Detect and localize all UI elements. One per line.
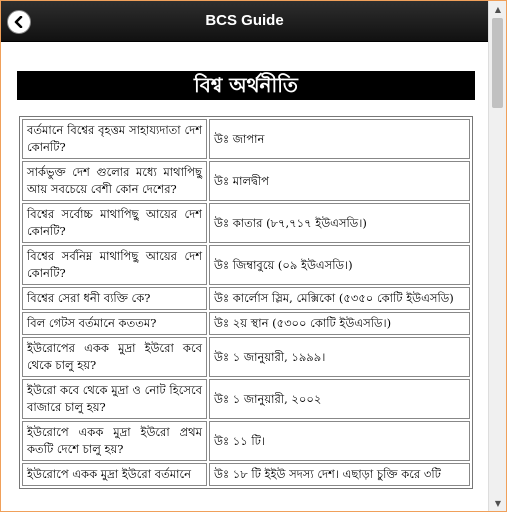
table-row: [22, 312, 470, 335]
answer-cell: উঃ ২য় স্থান (৫৩০০ কোটি ইউএসডি।): [209, 312, 470, 335]
answer-cell: উঃ ১ জানুয়ারী, ১৯৯৯।: [209, 337, 470, 377]
table-row: [22, 203, 470, 243]
answer-cell: উঃ ১৮ টি ইইউ সদস্য দেশ। এছাড়া চুক্তি করে ৩টি: [209, 463, 470, 486]
question-cell: ইউরোপের একক মুদ্রা ইউরো কবে থেকে চালু হয়?: [22, 337, 207, 377]
table-row: [22, 379, 470, 419]
title-bar: [1, 1, 488, 42]
scroll-down-arrow-icon[interactable]: ▼: [494, 498, 502, 508]
answer-cell: উঃ কার্লোস স্লিম, মেক্সিকো (৫৩৫০ কোটি ইউএসডি): [209, 287, 470, 310]
question-cell: বিল গেটস বর্তমানে কততম?: [22, 312, 207, 335]
question-cell: ইউরোপে একক মুদ্রা ইউরো প্রথম কতটি দেশে চালু হয়?: [22, 421, 207, 461]
question-cell: ইউরো কবে থেকে মুদ্রা ও নোট হিসেবে বাজারে চালু হয়?: [22, 379, 207, 419]
answer-cell: উঃ জিম্বাবুয়ে (০৯ ইউএসডি।): [209, 245, 470, 285]
answer-cell: উঃ ১ জানুয়ারী, ২০০২: [209, 379, 470, 419]
table-row: [22, 337, 470, 377]
answer-cell: উঃ জাপান: [209, 119, 470, 159]
content-area[interactable]: [1, 42, 488, 511]
answer-cell: উঃ মালদ্বীপ: [209, 161, 470, 201]
question-cell: বর্তমানে বিশ্বের বৃহত্তম সাহায্যদাতা দেশ কোনটি?: [22, 119, 207, 159]
answer-cell: উঃ কাতার (৮৭,৭১৭ ইউএসডি।): [209, 203, 470, 243]
question-cell: বিশ্বের সর্বোচ্চ মাথাপিছু আয়ের দেশ কোনটি?: [22, 203, 207, 243]
answer-cell: উঃ ১১ টি।: [209, 421, 470, 461]
table-row: [22, 421, 470, 461]
table-row: [22, 161, 470, 201]
table-row: [22, 245, 470, 285]
app-title: BCS Guide: [205, 12, 284, 29]
table-row: [22, 119, 470, 159]
qa-table: [19, 116, 473, 489]
table-row: [22, 463, 470, 486]
question-cell: সার্কভুক্ত দেশ গুলোর মধ্যে মাথাপিছু আয় সবচেয়ে বেশী কোন দেশের?: [22, 161, 207, 201]
scroll-up-arrow-icon[interactable]: ▲: [494, 4, 502, 14]
question-cell: ইউরোপে একক মুদ্রা ইউরো বর্তমানে: [22, 463, 207, 486]
vertical-scrollbar[interactable]: [488, 1, 507, 511]
question-cell: বিশ্বের সর্বনিম্ন মাথাপিছু আয়ের দেশ কোনটি?: [22, 245, 207, 285]
question-cell: বিশ্বের সেরা ধনী ব্যক্তি কে?: [22, 287, 207, 310]
scrollbar-thumb[interactable]: [492, 18, 503, 108]
table-row: [22, 287, 470, 310]
page-heading: বিশ্ব অর্থনীতি: [17, 71, 475, 100]
